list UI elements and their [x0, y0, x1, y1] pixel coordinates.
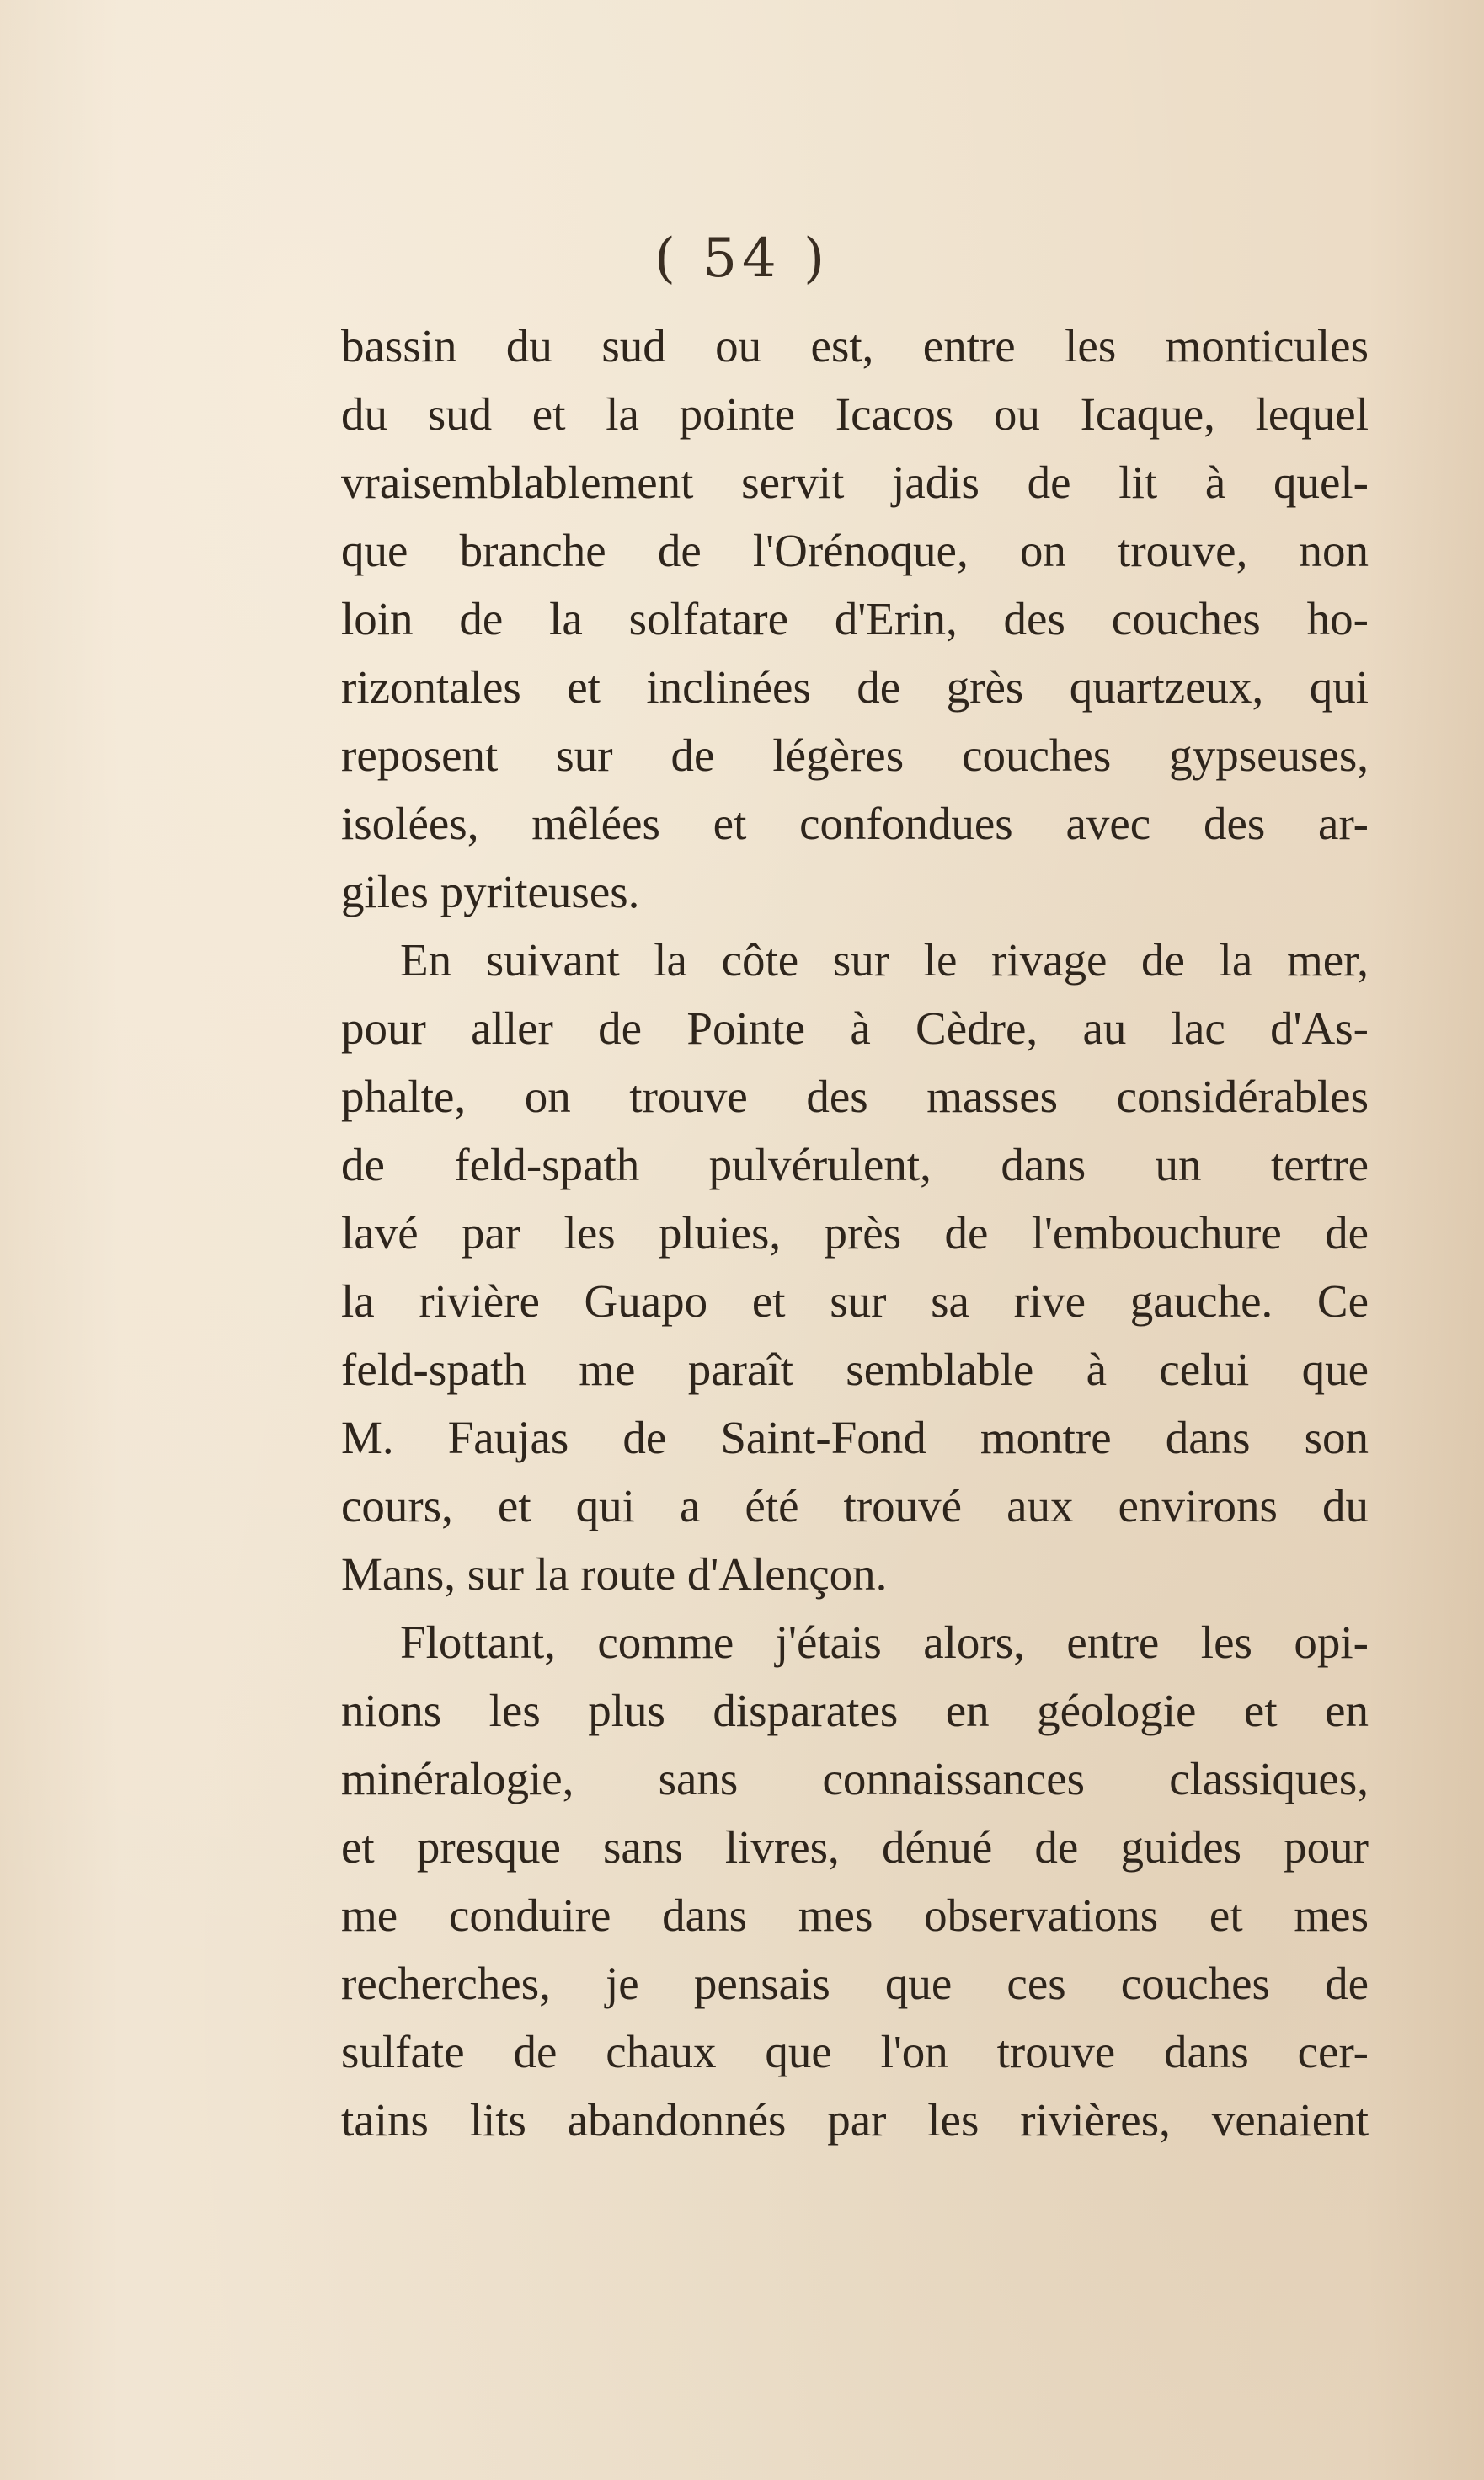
text-line: M. Faujas de Saint-Fond montre dans son — [341, 1412, 1369, 1463]
text-line: En suivant la côte sur le rivage de la mer, — [400, 934, 1369, 986]
text-line: bassin du sud ou est, entre les monticules — [341, 320, 1369, 371]
text-line: et presque sans livres, dénué de guides pour — [341, 1821, 1369, 1873]
page-body — [341, 312, 1369, 2154]
text-line: pour aller de Pointe à Cèdre, au lac d'As- — [341, 1002, 1369, 1054]
text-line: de feld-spath pulvérulent, dans un tertre — [341, 1139, 1369, 1190]
text-line: sulfate de chaux que l'on trouve dans cer- — [341, 2026, 1369, 2077]
text-line: rizontales et inclinées de grès quartzeux, qui — [341, 661, 1369, 713]
text-line: isolées, mêlées et confondues avec des ar- — [341, 798, 1369, 849]
text-line: nions les plus disparates en géologie et en — [341, 1685, 1369, 1736]
text-line: minéralogie, sans connaissances classiques, — [341, 1753, 1369, 1804]
paragraph-1 — [341, 312, 1369, 926]
text-line: giles pyriteuses. — [341, 866, 640, 917]
text-line: lavé par les pluies, près de l'embouchure de — [341, 1207, 1369, 1259]
paragraph-2 — [341, 926, 1369, 1608]
text-line: la rivière Guapo et sur sa rive gauche. Ce — [341, 1275, 1369, 1327]
text-line: recherches, je pensais que ces couches de — [341, 1958, 1369, 2009]
text-line: loin de la solfatare d'Erin, des couches ho- — [341, 593, 1369, 644]
text-line: feld-spath me paraît semblable à celui que — [341, 1344, 1369, 1395]
text-line: tains lits abandonnés par les rivières, venaient — [341, 2094, 1369, 2146]
paragraph-3 — [341, 1608, 1369, 2154]
page-number: ( 54 ) — [654, 227, 830, 290]
text-line: vraisemblablement servit jadis de lit à quel- — [341, 457, 1369, 508]
text-line: phalte, on trouve des masses considérables — [341, 1071, 1369, 1122]
text-line: Flottant, comme j'étais alors, entre les opi- — [400, 1617, 1369, 1668]
text-line: Mans, sur la route d'Alençon. — [341, 1548, 888, 1600]
text-line: reposent sur de légères couches gypseuses, — [341, 730, 1369, 781]
text-line: cours, et qui a été trouvé aux environs du — [341, 1480, 1369, 1531]
text-line: du sud et la pointe Icacos ou Icaque, lequel — [341, 388, 1369, 440]
text-line: me conduire dans mes observations et mes — [341, 1889, 1369, 1941]
text-line: que branche de l'Orénoque, on trouve, non — [341, 525, 1369, 576]
